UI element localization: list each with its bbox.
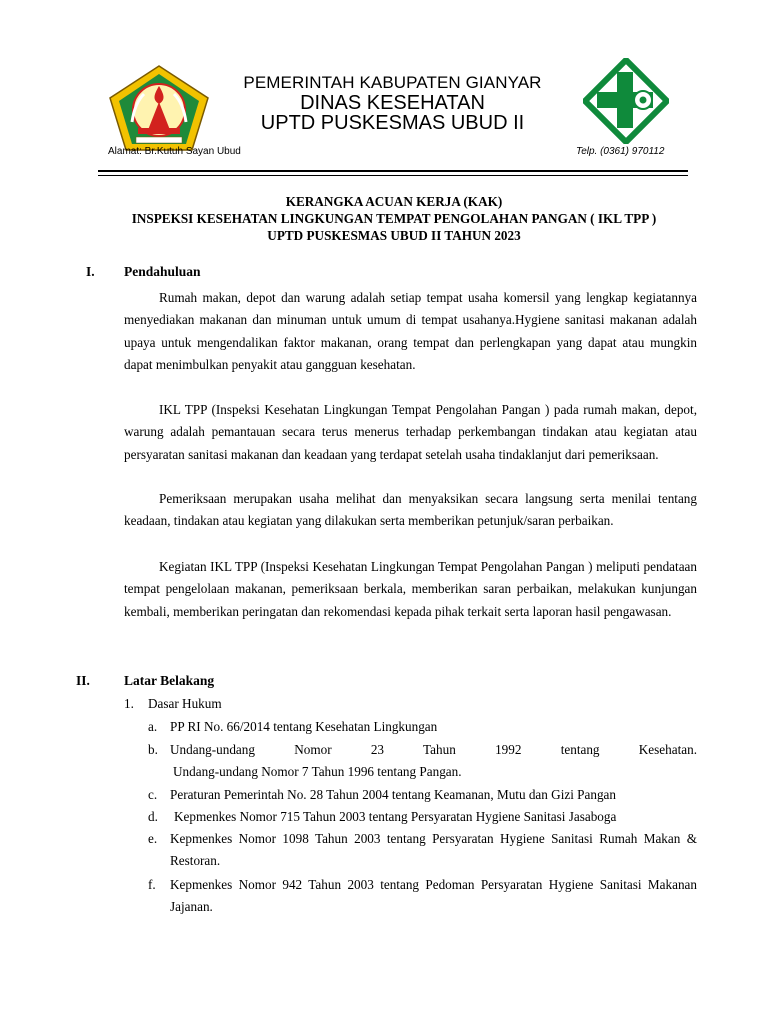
list-item: [148, 784, 697, 806]
puskesmas-logo-icon: [583, 58, 669, 144]
list-marker: c.: [148, 787, 158, 802]
paragraph: Pemeriksaan merupakan usaha melihat dan menyaksikan secara langsung serta menilai tentang keadaan, tindakan atau kegiatan yang dilakukan serta memberikan petunjuk/saran perbaikan.: [124, 491, 697, 529]
list-text: PP RI No. 66/2014 tentang Kesehatan Lingkungan: [170, 719, 438, 734]
section-number: II.: [76, 673, 90, 688]
letterhead-phone: Telp. (0361) 970112: [576, 146, 665, 157]
letterhead-agency: DINAS KESEHATAN: [300, 92, 485, 114]
letterhead-unit: UPTD PUSKESMAS UBUD II: [260, 112, 525, 134]
section-heading: Pendahuluan: [124, 264, 201, 279]
subsection-heading: Dasar Hukum: [148, 696, 222, 711]
paragraph: IKL TPP (Inspeksi Kesehatan Lingkungan Tempat Pengolahan Pangan ) pada rumah makan, depot, warung adalah pemantauan secara terus menerus terhadap perkembangan tindakan atau kegiatan atau persyaratan sanitasi makanan dan keadaan yang terdapat setelah usaha tindaklanjut dari pemeriksaan.: [124, 402, 697, 462]
list-item: [148, 716, 697, 738]
list-text: Undang-undang Nomor 23 Tahun 1992 tentang Kesehatan.: [170, 742, 697, 757]
list-item: [148, 828, 697, 873]
document-title: KERANGKA ACUAN KERJA (KAK): [285, 194, 503, 209]
document-subtitle-year: UPTD PUSKESMAS UBUD II TAHUN 2023: [267, 228, 521, 243]
list-text: Kepmenkes Nomor 715 Tahun 2003 tentang Persyaratan Hygiene Sanitasi Jasaboga: [174, 809, 617, 824]
section-number: I.: [86, 264, 95, 279]
list-text: Kepmenkes Nomor 942 Tahun 2003 tentang Pedoman Persyaratan Hygiene Sanitasi Makanan Jajanan.: [170, 877, 697, 915]
list-marker: f.: [148, 877, 156, 892]
list-marker: e.: [148, 831, 158, 846]
section-heading: Latar Belakang: [124, 673, 215, 688]
gianyar-emblem-icon: [108, 64, 210, 152]
paragraph: Kegiatan IKL TPP (Inspeksi Kesehatan Lingkungan Tempat Pengolahan Pangan ) meliputi pendataan tempat pengelolaan makanan, pemeriksaan berkala, memberikan saran perbaikan, melakukan kunjungan kembali, memberikan peringatan dan rekomendasi kepada pihak terkait serta laporan hasil pengawasan.: [124, 559, 697, 619]
list-item: [148, 806, 697, 828]
list-text: Undang-undang Nomor 7 Tahun 1996 tentang Pangan.: [173, 764, 462, 779]
list-text: Peraturan Pemerintah No. 28 Tahun 2004 tentang Keamanan, Mutu dan Gizi Pangan: [170, 787, 616, 802]
letterhead-divider-thick: [98, 170, 688, 172]
subsection-number: 1.: [124, 696, 134, 711]
list-marker: b.: [148, 742, 158, 757]
list-text: Kepmenkes Nomor 1098 Tahun 2003 tentang Persyaratan Hygiene Sanitasi Rumah Makan & Restoran.: [170, 831, 697, 869]
letterhead-government: PEMERINTAH KABUPATEN GIANYAR: [243, 73, 542, 92]
list-item-continuation: [148, 761, 697, 783]
list-item: [148, 874, 697, 919]
paragraph: Rumah makan, depot dan warung adalah setiap tempat usaha komersil yang lengkap kegiatannya menyediakan makanan dan minuman untuk umum di tempat usahanya.Hygiene sanitasi makanan adalah upaya untuk mengendalikan faktor makanan, orang tempat dan perlengkapan yang dapat atau mungkin dapat menimbulkan penyakit atau gangguan kesehatan.: [124, 290, 697, 372]
list-item: [148, 739, 697, 761]
list-marker: d.: [148, 809, 158, 824]
letterhead-divider-thin: [98, 175, 688, 176]
letterhead-address: Alamat: Br.Kutuh Sayan Ubud: [108, 146, 241, 157]
document-subtitle: INSPEKSI KESEHATAN LINGKUNGAN TEMPAT PENGOLAHAN PANGAN ( IKL TPP ): [131, 211, 657, 226]
list-marker: a.: [148, 719, 158, 734]
